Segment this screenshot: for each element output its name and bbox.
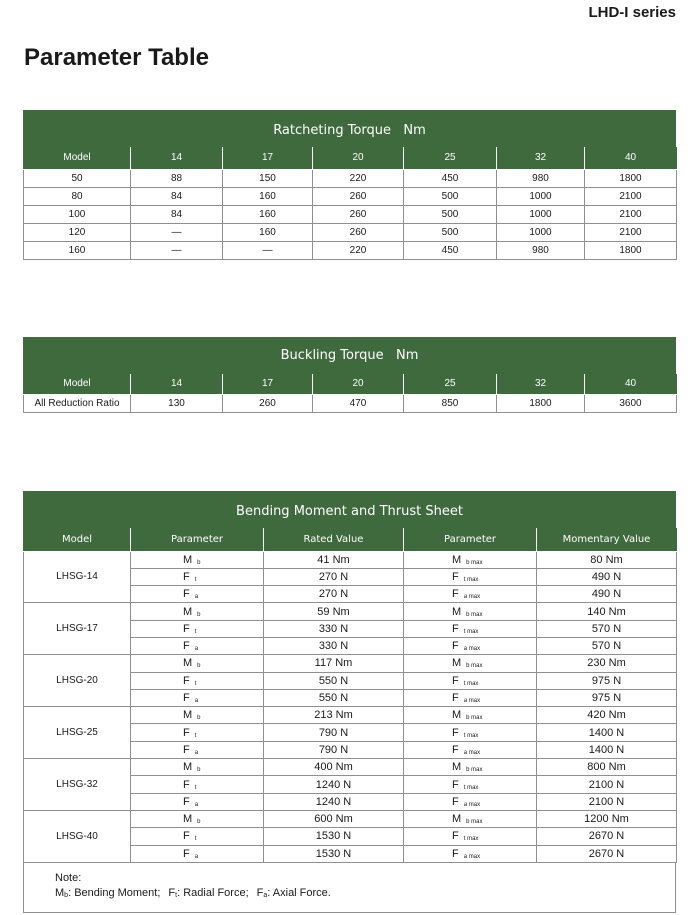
buckling-col-header: 14 <box>131 374 223 394</box>
rated-value-cell: 1240 N <box>264 776 404 793</box>
table-cell: 160 <box>223 223 313 241</box>
bending-moment-title: Bending Moment and Thrust Sheet <box>23 491 676 528</box>
parameter-cell <box>131 707 264 724</box>
parameter-symbol: M <box>183 761 196 774</box>
ratcheting-col-header: 14 <box>131 147 223 169</box>
note-text: : Bending Moment; <box>68 886 161 899</box>
parameter-subscript: t <box>194 628 197 635</box>
bending-moment-grid <box>23 528 677 863</box>
parameter-cell <box>131 637 264 654</box>
table-cell: 850 <box>404 394 497 412</box>
buckling-col-header: 17 <box>223 374 313 394</box>
momentary-value-cell: 490 N <box>537 586 677 603</box>
parameter-max-cell <box>404 828 537 845</box>
parameter-max-cell <box>404 845 537 862</box>
parameter-subscript: a <box>194 646 199 653</box>
parameter-max-cell <box>404 672 537 689</box>
parameter-max-cell <box>404 586 537 603</box>
momentary-value-cell: 800 Nm <box>537 759 677 776</box>
parameter-cell <box>131 655 264 672</box>
parameter-subscript: t max <box>463 680 479 687</box>
table-cell: 130 <box>131 394 223 412</box>
table-cell: — <box>131 223 223 241</box>
parameter-cell <box>131 689 264 706</box>
ratcheting-col-header: 17 <box>223 147 313 169</box>
table-row <box>24 707 677 724</box>
momentary-value-cell: 140 Nm <box>537 603 677 620</box>
note-heading: Note: <box>55 871 82 884</box>
parameter-symbol: F <box>183 640 193 653</box>
bending-body <box>24 551 677 862</box>
momentary-value-cell: 2670 N <box>537 845 677 862</box>
rated-value-cell: 270 N <box>264 586 404 603</box>
ratcheting-col-header: Model <box>24 147 131 169</box>
table-cell: 2100 <box>585 187 677 205</box>
parameter-cell <box>131 845 264 862</box>
parameter-max-cell <box>404 759 537 776</box>
table-cell: 160 <box>223 187 313 205</box>
parameter-symbol: M <box>183 813 196 826</box>
buckling-torque-grid <box>23 374 677 413</box>
table-cell: 260 <box>313 205 404 223</box>
parameter-max-cell <box>404 620 537 637</box>
note-symbol: M <box>55 886 65 899</box>
momentary-value-cell: 570 N <box>537 637 677 654</box>
parameter-symbol: F <box>183 674 193 687</box>
parameter-symbol: F <box>452 847 462 860</box>
parameter-max-cell <box>404 776 537 793</box>
table-cell: 50 <box>24 169 131 187</box>
table-cell: 160 <box>24 241 131 259</box>
momentary-value-cell: 975 N <box>537 689 677 706</box>
bending-col-header: Parameter <box>404 528 537 551</box>
parameter-subscript: t <box>194 784 197 791</box>
ratcheting-header-row <box>24 147 677 169</box>
parameter-cell <box>131 741 264 758</box>
table-cell: 1000 <box>497 205 585 223</box>
rated-value-cell: 550 N <box>264 672 404 689</box>
parameter-symbol: M <box>183 657 196 670</box>
table-cell: 2100 <box>585 205 677 223</box>
parameter-subscript: b max <box>466 663 483 670</box>
parameter-symbol: M <box>452 553 465 566</box>
parameter-symbol: F <box>452 830 462 843</box>
ratcheting-body <box>24 169 677 259</box>
parameter-symbol: F <box>183 795 193 808</box>
table-row <box>24 551 677 568</box>
rated-value-cell: 400 Nm <box>264 759 404 776</box>
momentary-value-cell: 230 Nm <box>537 655 677 672</box>
parameter-symbol: M <box>183 709 196 722</box>
table-row <box>24 810 677 827</box>
parameter-cell <box>131 793 264 810</box>
table-cell: 450 <box>404 241 497 259</box>
table-cell: 84 <box>131 187 223 205</box>
parameter-symbol: F <box>183 778 193 791</box>
table-row <box>24 241 677 259</box>
parameter-cell <box>131 620 264 637</box>
parameter-cell <box>131 724 264 741</box>
parameter-max-cell <box>404 637 537 654</box>
buckling-header-row <box>24 374 677 394</box>
table-cell: 500 <box>404 187 497 205</box>
momentary-value-cell: 420 Nm <box>537 707 677 724</box>
table-cell: 3600 <box>585 394 677 412</box>
parameter-subscript: b <box>197 663 201 670</box>
buckling-col-header: 20 <box>313 374 404 394</box>
note-item <box>168 887 248 899</box>
table-cell: 150 <box>223 169 313 187</box>
model-cell: LHSG-14 <box>24 551 131 603</box>
table-cell: 1800 <box>585 169 677 187</box>
rated-value-cell: 1240 N <box>264 793 404 810</box>
table-row <box>24 205 677 223</box>
parameter-subscript: b max <box>466 767 483 774</box>
parameter-max-cell <box>404 568 537 585</box>
parameter-symbol: F <box>183 847 193 860</box>
parameter-subscript: b <box>197 611 201 618</box>
table-cell: 1800 <box>585 241 677 259</box>
parameter-symbol: F <box>183 830 193 843</box>
table-cell: 500 <box>404 205 497 223</box>
parameter-cell <box>131 586 264 603</box>
table-cell: — <box>131 241 223 259</box>
parameter-subscript: b <box>197 559 201 566</box>
bending-moment-table <box>23 491 676 913</box>
rated-value-cell: 270 N <box>264 568 404 585</box>
buckling-col-header: 32 <box>497 374 585 394</box>
table-cell: 220 <box>313 169 404 187</box>
table-row <box>24 187 677 205</box>
parameter-max-cell <box>404 655 537 672</box>
rated-value-cell: 330 N <box>264 620 404 637</box>
rated-value-cell: 600 Nm <box>264 810 404 827</box>
buckling-torque-table <box>23 337 676 413</box>
model-cell: LHSG-40 <box>24 810 131 862</box>
note-text: : Axial Force. <box>267 886 331 899</box>
rated-value-cell: 550 N <box>264 689 404 706</box>
table-cell: 100 <box>24 205 131 223</box>
parameter-symbol: F <box>183 726 193 739</box>
table-cell: 260 <box>313 187 404 205</box>
buckling-col-header: Model <box>24 374 131 394</box>
parameter-symbol: F <box>183 588 193 601</box>
buckling-torque-title: Buckling Torque Nm <box>23 337 676 374</box>
rated-value-cell: 1530 N <box>264 845 404 862</box>
parameter-cell <box>131 551 264 568</box>
table-cell: 84 <box>131 205 223 223</box>
parameter-symbol: M <box>452 761 465 774</box>
page-title: Parameter Table <box>24 44 209 71</box>
parameter-symbol: F <box>452 743 462 756</box>
parameter-symbol: M <box>183 605 196 618</box>
model-cell: LHSG-32 <box>24 759 131 811</box>
rated-value-cell: 59 Nm <box>264 603 404 620</box>
parameter-subscript: b max <box>466 715 483 722</box>
table-cell: 260 <box>313 223 404 241</box>
table-row <box>24 169 677 187</box>
parameter-cell <box>131 810 264 827</box>
parameter-symbol: F <box>452 795 462 808</box>
parameter-max-cell <box>404 707 537 724</box>
parameter-subscript: a <box>194 853 199 860</box>
buckling-col-header: 40 <box>585 374 677 394</box>
bending-col-header: Model <box>24 528 131 551</box>
table-cell: 470 <box>313 394 404 412</box>
table-row <box>24 655 677 672</box>
table-cell: 160 <box>223 205 313 223</box>
parameter-subscript: b <box>197 819 201 826</box>
parameter-symbol: F <box>183 692 193 705</box>
parameter-subscript: b max <box>466 819 483 826</box>
note-subscript: b <box>64 891 69 899</box>
table-cell: 1800 <box>497 394 585 412</box>
rated-value-cell: 330 N <box>264 637 404 654</box>
parameter-cell <box>131 568 264 585</box>
parameter-subscript: b <box>197 715 201 722</box>
momentary-value-cell: 80 Nm <box>537 551 677 568</box>
parameter-subscript: t max <box>463 784 479 791</box>
parameter-subscript: b <box>197 767 201 774</box>
momentary-value-cell: 1200 Nm <box>537 810 677 827</box>
momentary-value-cell: 975 N <box>537 672 677 689</box>
parameter-cell <box>131 759 264 776</box>
table-row <box>24 603 677 620</box>
parameter-symbol: F <box>183 743 193 756</box>
parameter-subscript: a max <box>463 749 481 756</box>
model-cell: LHSG-25 <box>24 707 131 759</box>
parameter-max-cell <box>404 793 537 810</box>
parameter-subscript: t max <box>463 628 479 635</box>
parameter-subscript: a max <box>463 801 481 808</box>
model-cell: LHSG-17 <box>24 603 131 655</box>
table-cell: 260 <box>223 394 313 412</box>
parameter-symbol: M <box>452 709 465 722</box>
bending-col-header: Rated Value <box>264 528 404 551</box>
rated-value-cell: 117 Nm <box>264 655 404 672</box>
rated-value-cell: 790 N <box>264 741 404 758</box>
parameter-max-cell <box>404 724 537 741</box>
parameter-subscript: b max <box>466 559 483 566</box>
parameter-max-cell <box>404 810 537 827</box>
bending-col-header: Parameter <box>131 528 264 551</box>
table-cell: 980 <box>497 169 585 187</box>
note-subscript: t <box>175 891 178 899</box>
table-row <box>24 223 677 241</box>
parameter-subscript: t <box>194 680 197 687</box>
parameter-symbol: F <box>452 674 462 687</box>
note-symbol: F <box>168 886 176 899</box>
parameter-max-cell <box>404 741 537 758</box>
momentary-value-cell: 1400 N <box>537 724 677 741</box>
buckling-body <box>24 394 677 412</box>
parameter-symbol: F <box>452 588 462 601</box>
rated-value-cell: 790 N <box>264 724 404 741</box>
table-cell: 120 <box>24 223 131 241</box>
parameter-subscript: a <box>194 801 199 808</box>
parameter-symbol: F <box>452 640 462 653</box>
parameter-symbol: F <box>452 726 462 739</box>
note-subscript: a <box>263 891 268 899</box>
ratcheting-col-header: 20 <box>313 147 404 169</box>
parameter-symbol: M <box>183 553 196 566</box>
parameter-symbol: M <box>452 605 465 618</box>
series-label: LHD-I series <box>588 4 676 21</box>
momentary-value-cell: 490 N <box>537 568 677 585</box>
note-item <box>55 887 160 899</box>
bending-header-row <box>24 528 677 551</box>
table-cell: 1000 <box>497 187 585 205</box>
ratcheting-col-header: 25 <box>404 147 497 169</box>
momentary-value-cell: 1400 N <box>537 741 677 758</box>
parameter-subscript: t <box>194 836 197 843</box>
parameter-cell <box>131 603 264 620</box>
parameter-subscript: t max <box>463 836 479 843</box>
note-item <box>257 887 331 899</box>
table-cell: 1000 <box>497 223 585 241</box>
parameter-cell <box>131 828 264 845</box>
parameter-cell <box>131 776 264 793</box>
table-row <box>24 759 677 776</box>
parameter-symbol: M <box>452 813 465 826</box>
ratcheting-torque-title: Ratcheting Torque Nm <box>23 110 676 147</box>
table-cell: 500 <box>404 223 497 241</box>
table-row <box>24 394 677 412</box>
table-cell: 220 <box>313 241 404 259</box>
parameter-subscript: a <box>194 749 199 756</box>
parameter-subscript: a <box>194 698 199 705</box>
parameter-subscript: a <box>194 594 199 601</box>
parameter-max-cell <box>404 551 537 568</box>
bending-col-header: Momentary Value <box>537 528 677 551</box>
table-cell: All Reduction Ratio <box>24 394 131 412</box>
parameter-subscript: a max <box>463 646 481 653</box>
parameter-subscript: a max <box>463 853 481 860</box>
ratcheting-col-header: 32 <box>497 147 585 169</box>
parameter-symbol: F <box>452 570 462 583</box>
parameter-symbol: F <box>452 622 462 635</box>
table-cell: 980 <box>497 241 585 259</box>
note-text: : Radial Force; <box>177 886 249 899</box>
rated-value-cell: 1530 N <box>264 828 404 845</box>
note-legend <box>55 886 675 903</box>
parameter-subscript: t <box>194 576 197 583</box>
table-cell: 88 <box>131 169 223 187</box>
parameter-subscript: t max <box>463 732 479 739</box>
parameter-symbol: F <box>183 570 193 583</box>
buckling-col-header: 25 <box>404 374 497 394</box>
parameter-subscript: t <box>194 732 197 739</box>
parameter-max-cell <box>404 603 537 620</box>
parameter-subscript: b max <box>466 611 483 618</box>
ratcheting-col-header: 40 <box>585 147 677 169</box>
ratcheting-torque-grid <box>23 147 677 260</box>
parameter-max-cell <box>404 689 537 706</box>
momentary-value-cell: 2100 N <box>537 776 677 793</box>
parameter-subscript: a max <box>463 594 481 601</box>
parameter-symbol: F <box>183 622 193 635</box>
table-cell: 80 <box>24 187 131 205</box>
parameter-symbol: F <box>452 778 462 791</box>
parameter-symbol: M <box>452 657 465 670</box>
momentary-value-cell: 2100 N <box>537 793 677 810</box>
table-cell: — <box>223 241 313 259</box>
momentary-value-cell: 570 N <box>537 620 677 637</box>
note-box <box>23 863 676 913</box>
model-cell: LHSG-20 <box>24 655 131 707</box>
parameter-cell <box>131 672 264 689</box>
parameter-symbol: F <box>452 692 462 705</box>
table-cell: 450 <box>404 169 497 187</box>
parameter-subscript: t max <box>463 576 479 583</box>
momentary-value-cell: 2670 N <box>537 828 677 845</box>
table-cell: 2100 <box>585 223 677 241</box>
note-symbol: F <box>256 886 264 899</box>
rated-value-cell: 213 Nm <box>264 707 404 724</box>
parameter-subscript: a max <box>463 698 481 705</box>
rated-value-cell: 41 Nm <box>264 551 404 568</box>
ratcheting-torque-table <box>23 110 676 260</box>
